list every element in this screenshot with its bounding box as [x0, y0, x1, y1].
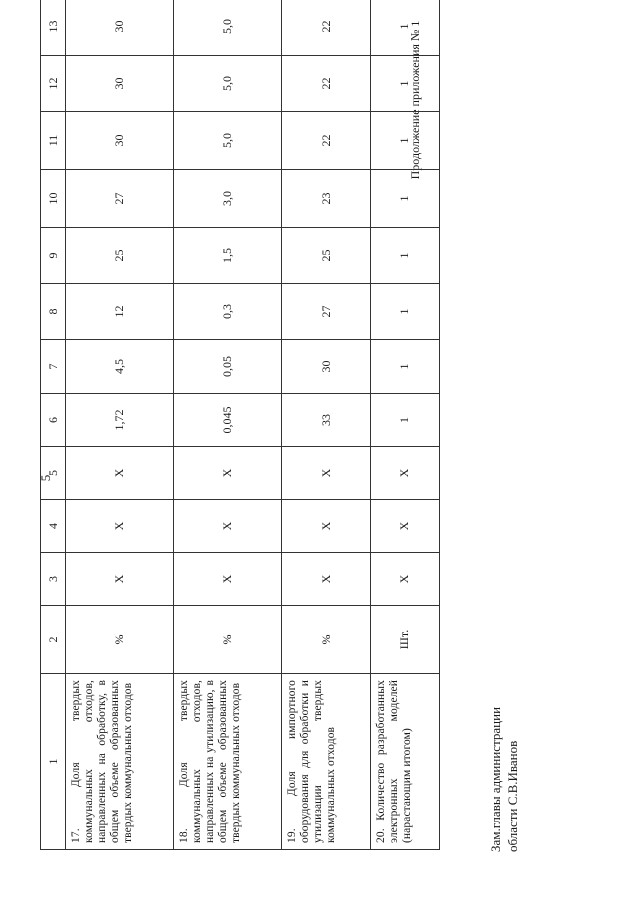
table-row	[282, 0, 371, 850]
value-cell: X	[66, 500, 174, 553]
column-header: 9	[41, 228, 66, 284]
page-number: 5	[38, 474, 53, 482]
column-header: 8	[41, 284, 66, 340]
signature-block	[487, 652, 521, 852]
indicator-name-cell: 17. Доля твердых коммунальных отходов, направленных на обработку, в общем объеме образованных твердых коммунальных отходов	[66, 674, 174, 850]
value-cell: X	[370, 553, 439, 606]
value-cell: 25	[282, 228, 371, 284]
indicator-table-rotor	[40, 19, 440, 850]
value-cell: X	[370, 447, 439, 500]
value-cell: 30	[66, 112, 174, 170]
unit-cell: %	[174, 606, 282, 674]
value-cell: 22	[282, 0, 371, 56]
value-cell: X	[282, 500, 371, 553]
value-cell: 22	[282, 56, 371, 112]
indicator-name-cell: 20. Количество разработанных электронных моделей (нарастающим итогом)	[370, 674, 439, 850]
column-header: 13	[41, 0, 66, 56]
unit-cell: %	[66, 606, 174, 674]
column-header: 11	[41, 112, 66, 170]
unit-cell: Шт.	[370, 606, 439, 674]
annex-continuation-note: Продолжение приложения № 1	[408, 20, 422, 180]
value-cell: 3,0	[174, 170, 282, 228]
value-cell: 23	[282, 170, 371, 228]
signature-name: области С.В.Иванов	[505, 740, 520, 852]
value-cell: 1,5	[174, 228, 282, 284]
value-cell: 1	[370, 170, 439, 228]
indicator-table	[40, 0, 440, 850]
column-header: 6	[41, 394, 66, 447]
value-cell: 1	[370, 284, 439, 340]
unit-cell: %	[282, 606, 371, 674]
value-cell: X	[370, 500, 439, 553]
signature-position: Зам.главы администрации	[488, 706, 503, 852]
column-header: 3	[41, 553, 66, 606]
value-cell: 5,0	[174, 56, 282, 112]
value-cell: X	[282, 447, 371, 500]
value-cell: 5,0	[174, 0, 282, 56]
column-header: 4	[41, 500, 66, 553]
value-cell: X	[282, 553, 371, 606]
value-cell: 33	[282, 394, 371, 447]
value-cell: 27	[282, 284, 371, 340]
column-header: 12	[41, 56, 66, 112]
value-cell: X	[174, 553, 282, 606]
column-header: 2	[41, 606, 66, 674]
value-cell: 22	[282, 112, 371, 170]
value-cell: 4,5	[66, 340, 174, 394]
table-row	[370, 0, 439, 850]
column-header: 7	[41, 340, 66, 394]
value-cell: X	[66, 447, 174, 500]
value-cell: 25	[66, 228, 174, 284]
indicator-name-cell: 19. Доля импортного оборудования для обработки и утилизации твердых коммунальных отходов	[282, 674, 371, 850]
value-cell: X	[174, 500, 282, 553]
value-cell: 1	[370, 56, 439, 112]
table-row	[66, 0, 174, 850]
column-header: 10	[41, 170, 66, 228]
table-row	[174, 0, 282, 850]
column-header: 1	[41, 674, 66, 850]
value-cell: 30	[66, 56, 174, 112]
value-cell: 1	[370, 228, 439, 284]
value-cell: 5,0	[174, 112, 282, 170]
value-cell: 0,3	[174, 284, 282, 340]
value-cell: 27	[66, 170, 174, 228]
table-header-row	[41, 0, 66, 850]
value-cell: X	[66, 553, 174, 606]
value-cell: 1	[370, 0, 439, 56]
column-header: 5	[41, 447, 66, 500]
indicator-name-cell: 18. Доля твердых коммунальных отходов, направленных на утилизацию, в общем объеме образованных твердых коммунальных отходов	[174, 674, 282, 850]
indicator-table-area	[40, 19, 440, 850]
value-cell: 12	[66, 284, 174, 340]
value-cell: 0,05	[174, 340, 282, 394]
value-cell: X	[174, 447, 282, 500]
value-cell: 1,72	[66, 394, 174, 447]
value-cell: 30	[66, 0, 174, 56]
value-cell: 1	[370, 112, 439, 170]
value-cell: 1	[370, 340, 439, 394]
value-cell: 1	[370, 394, 439, 447]
value-cell: 0,045	[174, 394, 282, 447]
value-cell: 30	[282, 340, 371, 394]
